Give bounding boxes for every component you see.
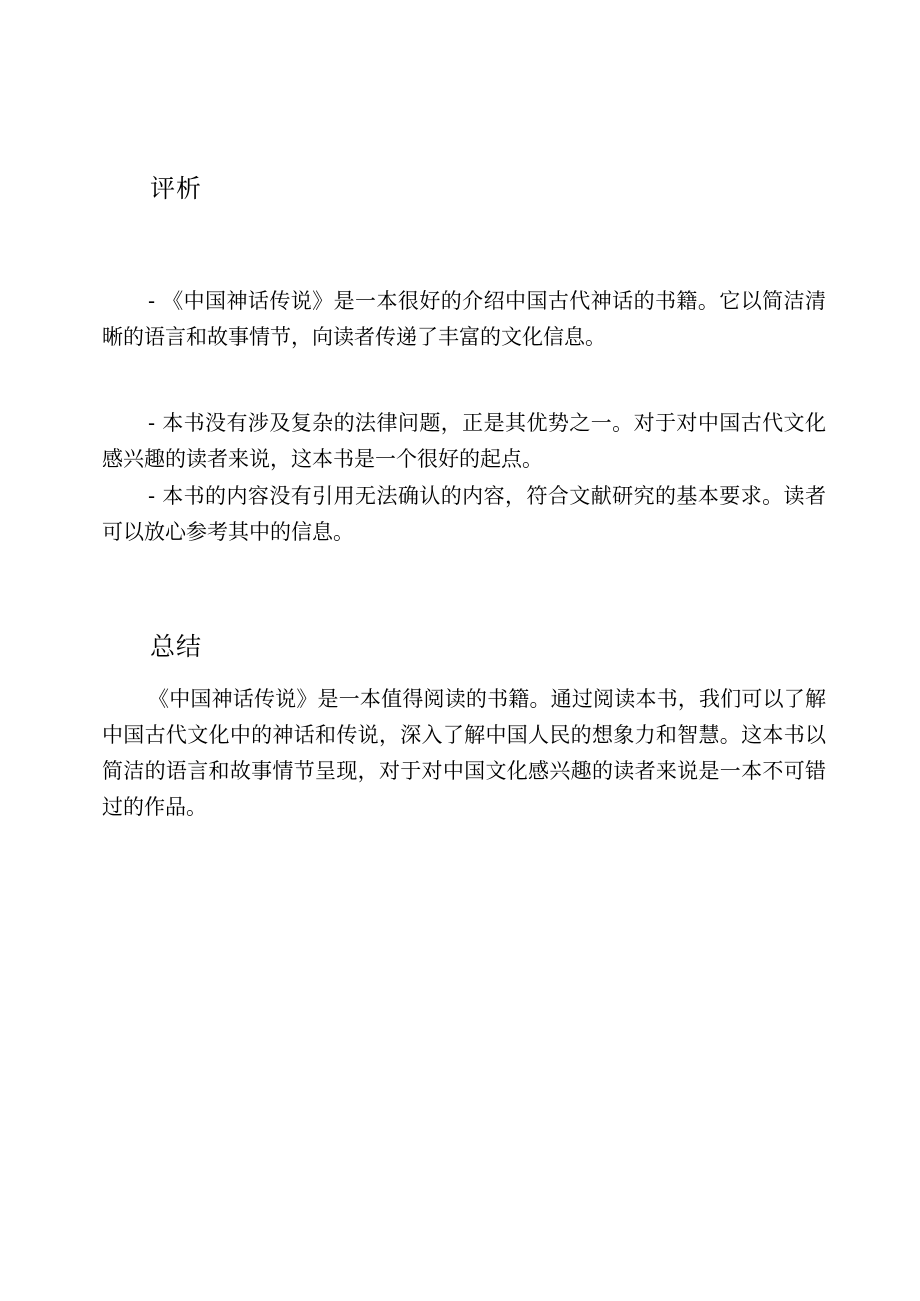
analysis-item-3: - 本书的内容没有引用无法确认的内容，符合文献研究的基本要求。读者可以放心参考其中的信息。 <box>102 484 826 544</box>
summary-heading: 总结 <box>150 632 203 661</box>
summary-paragraph: 《中国神话传说》是一本值得阅读的书籍。通过阅读本书，我们可以了解中国古代文化中的神话和传说，深入了解中国人民的想象力和智慧。这本书以简洁的语言和故事情节呈现，对于对中国文化感兴趣的读者来说是一本不可错过的作品。 <box>102 687 826 819</box>
analysis-heading: 评析 <box>150 174 203 203</box>
analysis-item-2: - 本书没有涉及复杂的法律问题，正是其优势之一。对于对中国古代文化感兴趣的读者来说，这本书是一个很好的起点。 <box>102 411 826 471</box>
analysis-item-1: - 《中国神话传说》是一本很好的介绍中国古代神话的书籍。它以简洁清晰的语言和故事情节，向读者传递了丰富的文化信息。 <box>102 289 826 349</box>
